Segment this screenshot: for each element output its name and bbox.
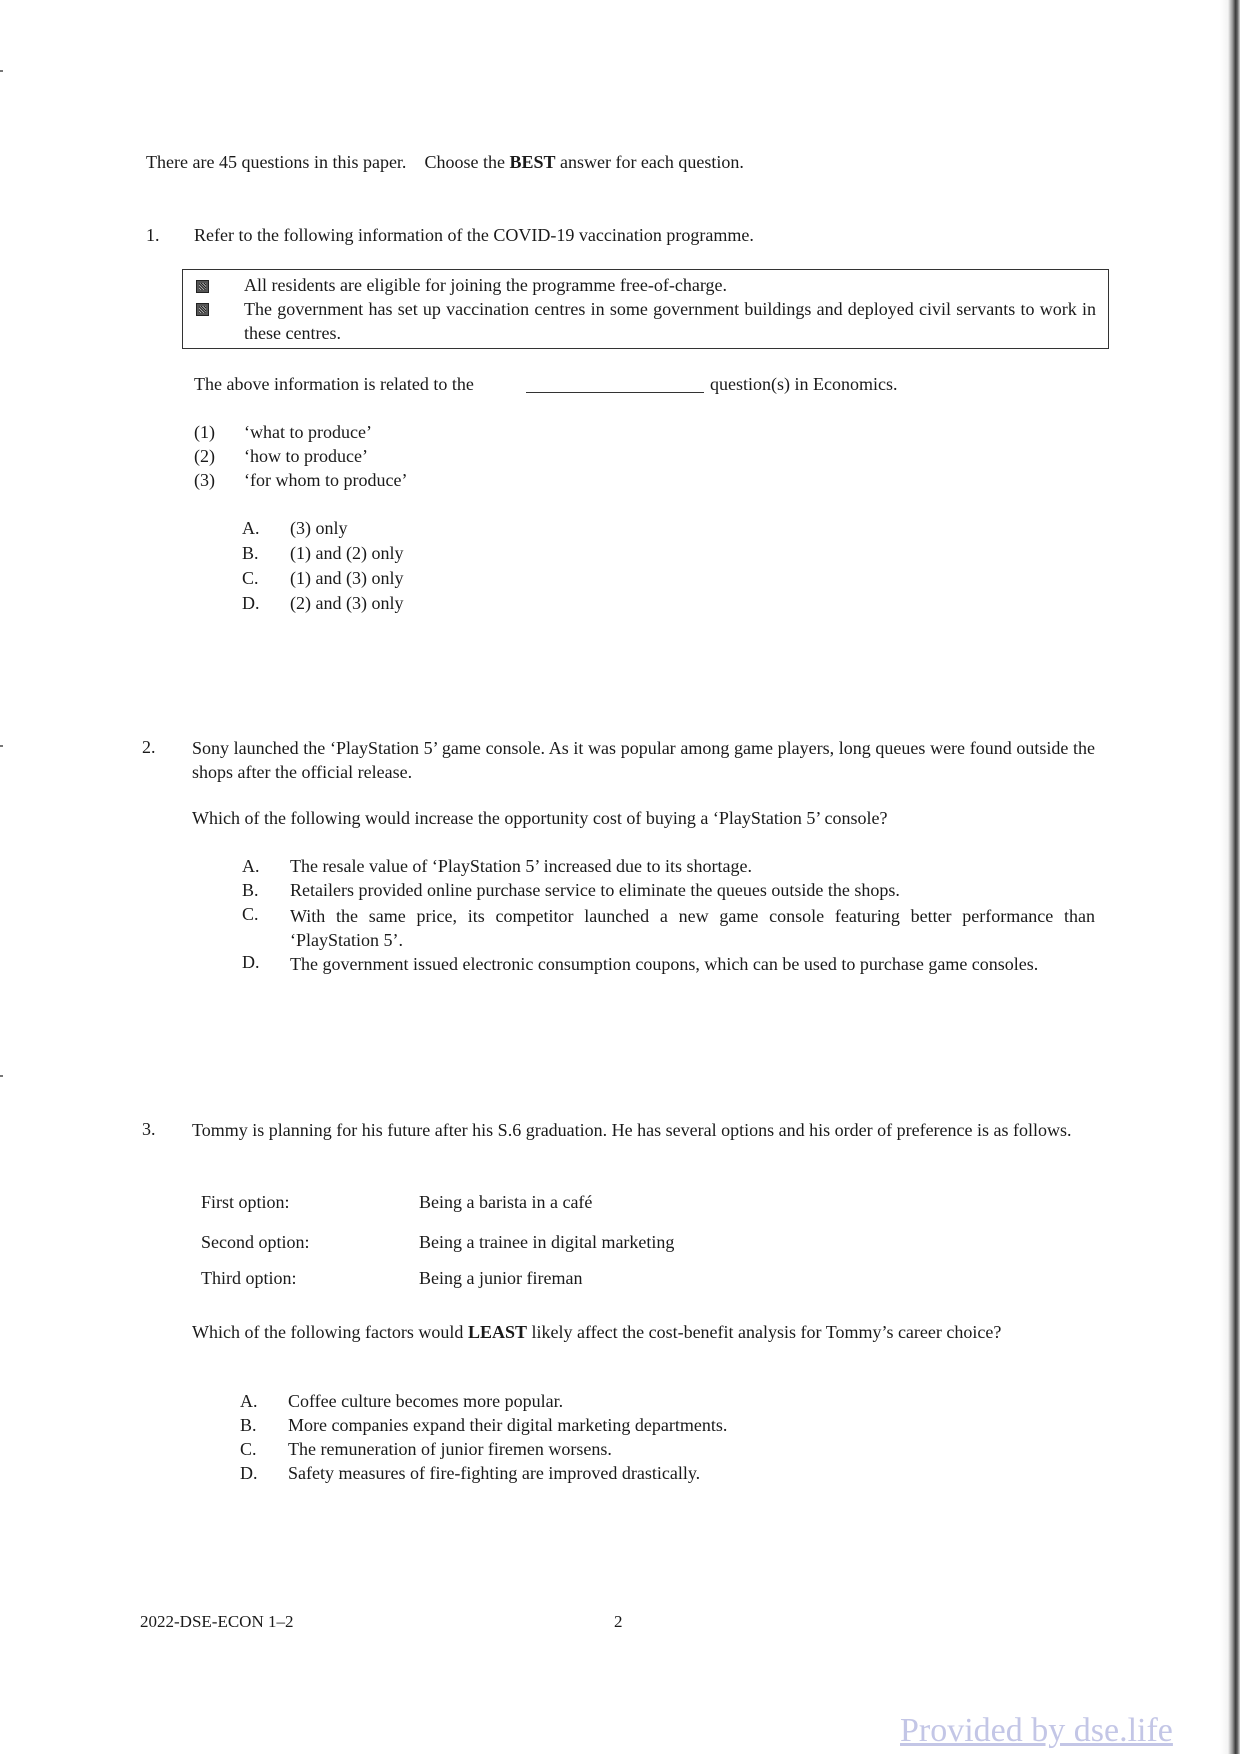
preference-value: Being a junior fireman bbox=[419, 1268, 583, 1288]
option-text: Safety measures of fire-fighting are improved drastically. bbox=[288, 1463, 701, 1483]
preference-value: Being a barista in a café bbox=[419, 1192, 593, 1212]
instructions bbox=[146, 152, 744, 173]
option-label: B. bbox=[242, 543, 259, 563]
statement-text: ‘what to produce’ bbox=[244, 422, 372, 442]
scan-edge bbox=[1220, 0, 1240, 1754]
statement-text: ‘for whom to produce’ bbox=[244, 470, 408, 490]
paper-code: 2022-DSE-ECON 1–2 bbox=[140, 1612, 294, 1631]
option-text: The government issued electronic consumption coupons, which can be used to purchase game consoles. bbox=[290, 954, 1039, 974]
statement-label: (1) bbox=[194, 422, 215, 442]
checkbox-bullet-icon bbox=[196, 280, 209, 293]
info-box-item: All residents are eligible for joining the programme free-of-charge. bbox=[244, 275, 727, 295]
preference-label: First option: bbox=[201, 1192, 290, 1212]
option-label: D. bbox=[240, 1463, 258, 1483]
instructions-bold: BEST bbox=[509, 152, 556, 172]
option-label: B. bbox=[240, 1415, 257, 1435]
question-3-stem-bold: LEAST bbox=[467, 1322, 527, 1342]
option-text: The remuneration of junior firemen worsens. bbox=[288, 1439, 612, 1459]
question-1-number: 1. bbox=[146, 225, 160, 245]
option-text: Retailers provided online purchase service to eliminate the queues outside the shops. bbox=[290, 880, 900, 900]
answer-blank bbox=[526, 392, 704, 393]
scan-mark bbox=[0, 70, 3, 72]
instructions-pre: Choose the bbox=[424, 152, 510, 172]
option-text: (2) and (3) only bbox=[290, 593, 404, 613]
option-label: A. bbox=[242, 518, 260, 538]
scan-mark bbox=[0, 745, 3, 747]
preference-label: Second option: bbox=[201, 1232, 310, 1252]
page-number: 2 bbox=[614, 1612, 623, 1631]
instructions-count: There are 45 questions in this paper. bbox=[146, 152, 407, 172]
question-3-intro: Tommy is planning for his future after his S.6 graduation. He has several options and his order of preference is as follows. bbox=[192, 1120, 1072, 1140]
statement-label: (3) bbox=[194, 470, 215, 490]
watermark-link[interactable]: Provided by dse.life bbox=[900, 1712, 1173, 1749]
option-text: (1) and (2) only bbox=[290, 543, 404, 563]
question-3-stem bbox=[192, 1320, 1095, 1344]
option-label: D. bbox=[242, 593, 260, 613]
option-label: C. bbox=[242, 568, 259, 588]
option-text: More companies expand their digital marketing departments. bbox=[288, 1415, 728, 1435]
question-2-number: 2. bbox=[142, 737, 156, 757]
question-1-stem-end: question(s) in Economics. bbox=[710, 374, 898, 394]
option-text: (3) only bbox=[290, 518, 348, 538]
option-label: A. bbox=[240, 1391, 258, 1411]
question-3-stem-post: likely affect the cost-benefit analysis for Tommy’s career choice? bbox=[526, 1322, 1002, 1342]
question-2-intro: Sony launched the ‘PlayStation 5’ game console. As it was popular among game players, long queues were found outside the shops after the official release. bbox=[192, 738, 1095, 782]
question-1-intro: Refer to the following information of the COVID-19 vaccination programme. bbox=[194, 225, 754, 245]
info-box-item: The government has set up vaccination centres in some government buildings and deployed civil servants to work in these centres. bbox=[244, 299, 1096, 343]
statement-label: (2) bbox=[194, 446, 215, 466]
question-1-stem-start: The above information is related to the bbox=[194, 374, 474, 394]
checkbox-bullet-icon bbox=[196, 303, 209, 316]
option-label: B. bbox=[242, 880, 259, 900]
question-2-stem: Which of the following would increase the opportunity cost of buying a ‘PlayStation 5’ console? bbox=[192, 808, 888, 828]
option-text: The resale value of ‘PlayStation 5’ increased due to its shortage. bbox=[290, 856, 753, 876]
question-3-stem-pre: Which of the following factors would bbox=[192, 1322, 468, 1342]
scan-mark bbox=[0, 1075, 3, 1077]
option-text: (1) and (3) only bbox=[290, 568, 404, 588]
statement-text: ‘how to produce’ bbox=[244, 446, 368, 466]
option-text: Coffee culture becomes more popular. bbox=[288, 1391, 564, 1411]
preference-label: Third option: bbox=[201, 1268, 297, 1288]
question-3-number: 3. bbox=[142, 1119, 156, 1139]
option-label: A. bbox=[242, 856, 260, 876]
option-label: C. bbox=[240, 1439, 257, 1459]
option-text: With the same price, its competitor launched a new game console featuring better performance than ‘PlayStation 5’. bbox=[290, 906, 1095, 950]
option-label: D. bbox=[242, 952, 260, 972]
option-label: C. bbox=[242, 904, 259, 924]
preference-value: Being a trainee in digital marketing bbox=[419, 1232, 675, 1252]
instructions-post: answer for each question. bbox=[555, 152, 744, 172]
